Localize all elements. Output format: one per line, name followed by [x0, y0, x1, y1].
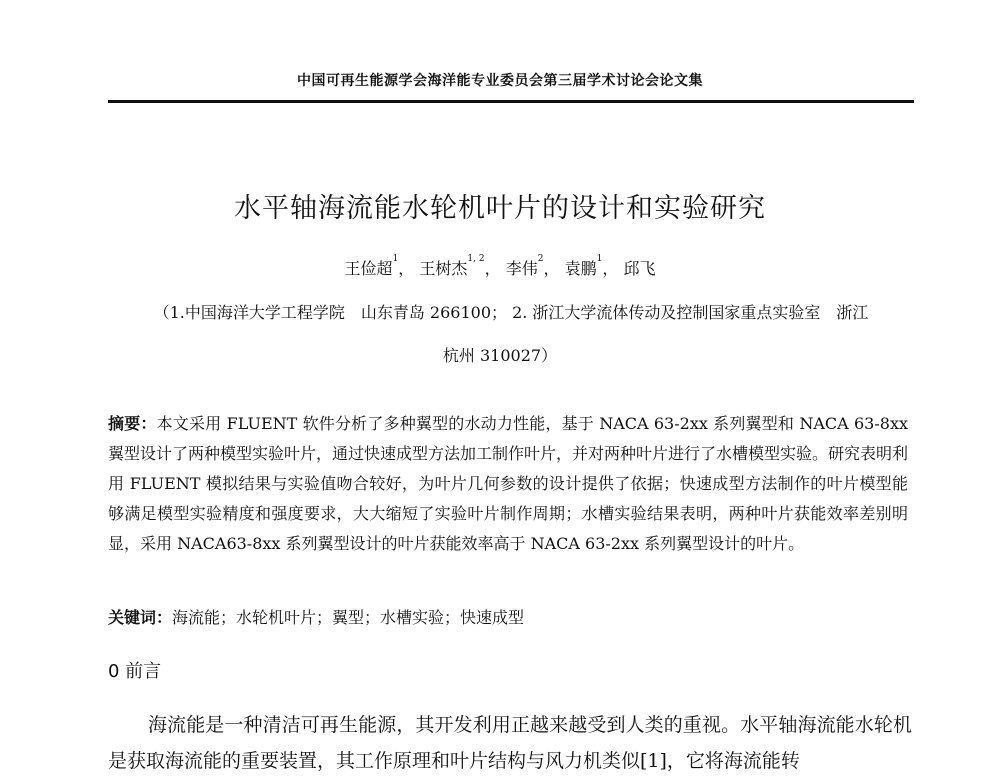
keywords-text: 海流能；水轮机叶片；翼型；水槽实验；快速成型 — [172, 608, 525, 627]
running-header: 中国可再生能源学会海洋能专业委员会第三届学术讨论会论文集 — [297, 73, 703, 89]
body-paragraph: 海流能是一种清洁可再生能源，其开发利用正越来越受到人类的重视。水平轴海流能水轮机是获取海流能的重要装置，其工作原理和叶片结构与风力机类似[1]，它将海流能转 — [108, 714, 912, 772]
author-affiliation-mark: 1, 2 — [467, 254, 485, 264]
paper-title: 水平轴海流能水轮机叶片的设计和实验研究 — [234, 193, 766, 224]
author-name: 邱飞 — [623, 259, 656, 278]
affiliation-line-2: 杭州 310027） — [442, 346, 558, 365]
header-rule — [108, 100, 914, 103]
author-name: 王俭超 — [344, 259, 393, 278]
abstract-label: 摘要： — [108, 414, 157, 433]
author-affiliation-mark: 2 — [537, 254, 544, 264]
author-affiliation-mark: 1 — [392, 254, 399, 264]
author-name: 王树杰 — [419, 259, 468, 278]
author-name: 袁鹏 — [564, 259, 597, 278]
section-heading: 0 前言 — [108, 661, 162, 682]
affiliation-line-1: （1.中国海洋大学工程学院 山东青岛 266100； 2. 浙江大学流体传动及控制国家重点实验室 浙江 — [153, 303, 869, 322]
keywords-label: 关键词： — [108, 608, 173, 627]
author-name: 李伟 — [505, 259, 538, 278]
abstract-text: 本文采用 FLUENT 软件分析了多种翼型的水动力性能，基于 NACA 63-2xx 系列翼型和 NACA 63-8xx 翼型设计了两种模型实验叶片，通过快速成型方法加工制作叶片，并对两种叶片进行了水槽模型实验。研究表明利用 FLUENT 模拟结果与实验值吻合较好，为叶片几何参数的设计提供了依据；快速成型方法制作的叶片模型能够满足模型实验精度和强度要求，大大缩短了实验叶片制作周期；水槽实验结果表明，两种叶片获能效率差别明显，采用 NACA63-8xx 系列翼型设计的叶片获能效率高于 NACA 63-2xx 系列翼型设计的叶片。 — [108, 414, 909, 553]
keywords — [108, 604, 908, 632]
author-affiliation-mark: 1 — [596, 254, 603, 264]
abstract — [108, 409, 908, 559]
author-list: 王俭超$^1$， 王树杰$^{1, 2}$， 李伟$^2$， 袁鹏$^1$， 邱飞 — [344, 254, 656, 278]
